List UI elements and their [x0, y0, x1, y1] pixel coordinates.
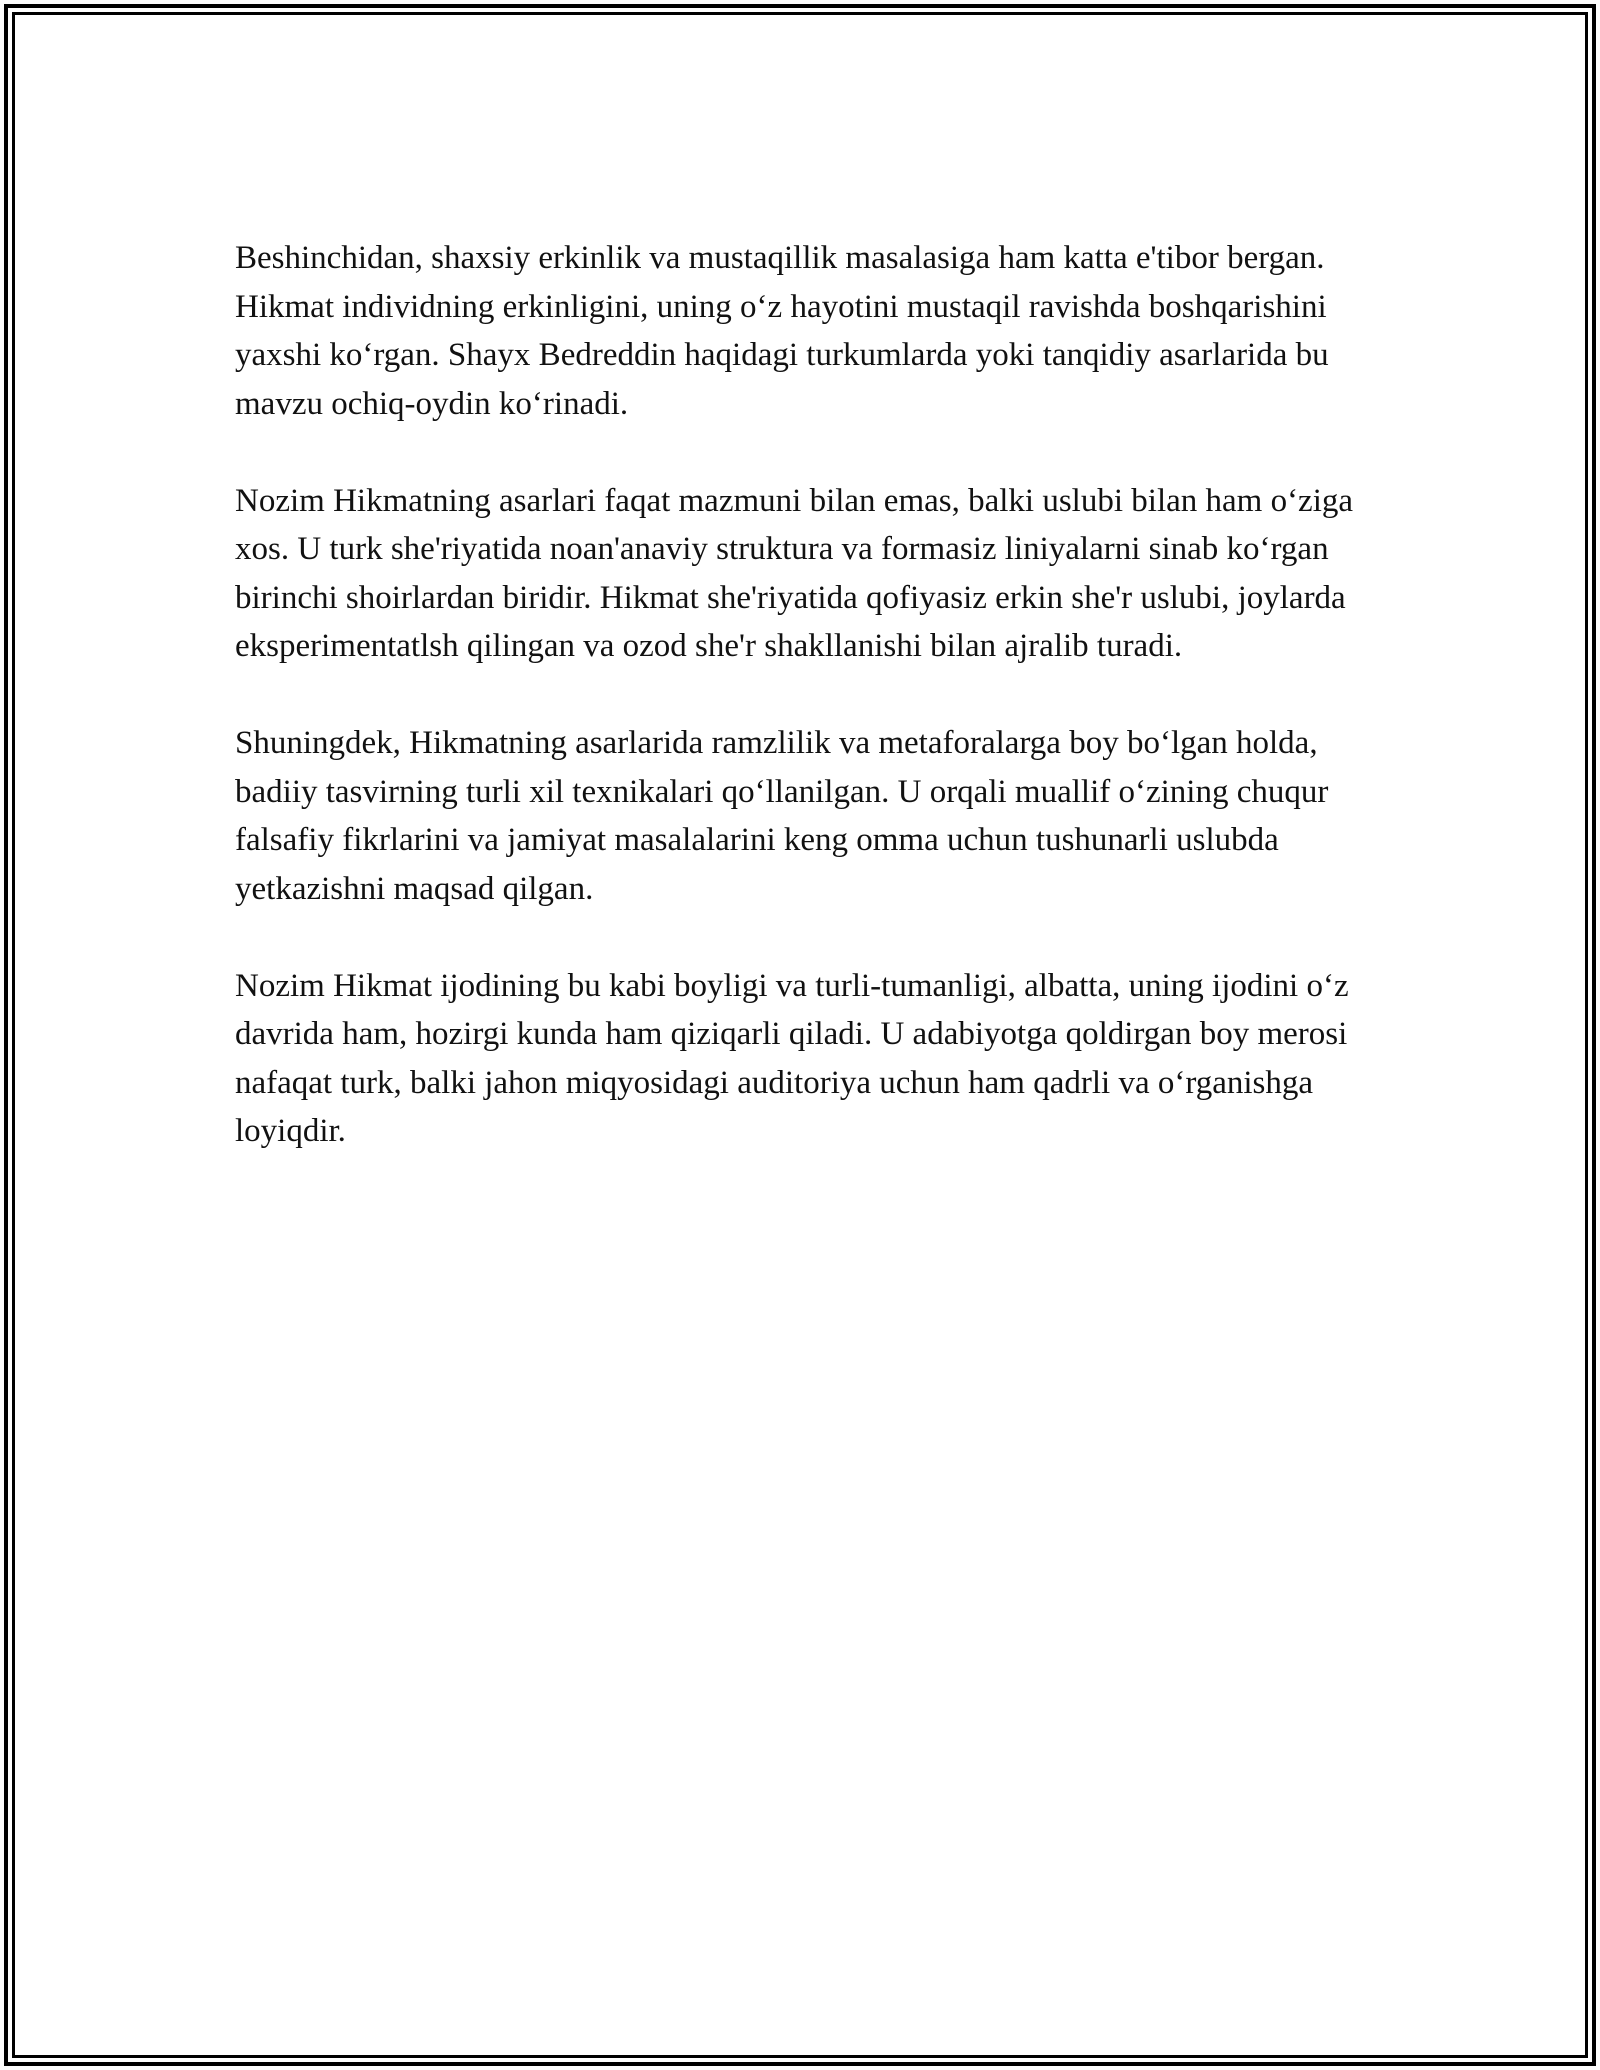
document-body	[235, 234, 1375, 1204]
paragraph-3: Shuningdek, Hikmatning asarlarida ramzlilik va metaforalarga boy bo‘lgan holda, badiiy tasvirning turli xil texnikalari qo‘llanilgan. U orqali muallif o‘zining chuqur falsafiy fikrlarini va jamiyat masalalarini keng omma uchun tushunarli uslubda yetkazishni maqsad qilgan.	[235, 725, 1329, 907]
paragraph-2: Nozim Hikmatning asarlari faqat mazmuni bilan emas, balki uslubi bilan ham o‘ziga xos. U turk she'riyatida noan'anaviy struktura va formasiz liniyalarni sinab ko‘rgan birinchi shoirlardan biridir. Hikmat she'riyatida qofiyasiz erkin she'r uslubi, joylarda eksperimentatlsh qilingan va ozod she'r shakllanishi bilan ajralib turadi.	[235, 482, 1354, 664]
paragraph-1: Beshinchidan, shaxsiy erkinlik va mustaqillik masalasiga ham katta e'tibor bergan. Hikmat individning erkinligini, uning o‘z hayotini mustaqil ravishda boshqarishini yaxshi ko‘rgan. Shayx Bedreddin haqidagi turkumlarda yoki tanqidiy asarlarida bu mavzu ochiq-oydin ko‘rinadi.	[235, 240, 1329, 422]
paragraph-4: Nozim Hikmat ijodining bu kabi boyligi va turli-tumanligi, albatta, uning ijodini o‘z davrida ham, hozirgi kunda ham qiziqarli qiladi. U adabiyotga qoldirgan boy merosi nafaqat turk, balki jahon miqyosidagi auditoriya uchun ham qadrli va o‘rganishga loyiqdir.	[235, 967, 1349, 1149]
